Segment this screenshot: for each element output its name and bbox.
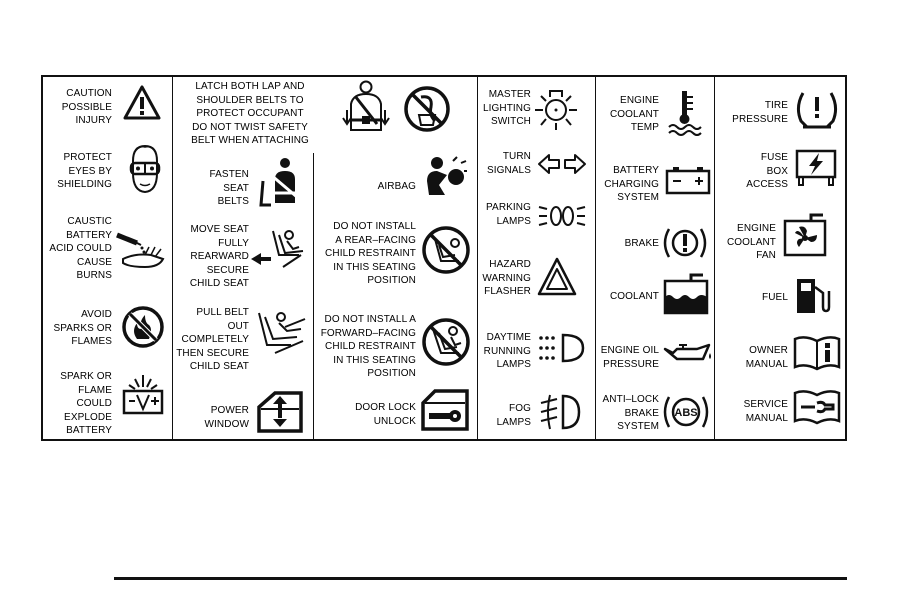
label-battery-charging: BATTERY CHARGING SYSTEM [604,165,659,203]
parking-lamps-icon [537,199,587,233]
battery-icon [665,165,711,195]
belt-latch-icon [341,80,391,136]
label-owner-manual: OWNER MANUAL [745,345,788,370]
power-window-icon [257,391,303,433]
label-power-window: POWER WINDOW [204,405,249,430]
turn-arrows-icon [537,152,587,176]
oil-can-icon [663,341,713,365]
face-goggles-icon [125,143,165,195]
label-pull-belt: PULL BELT OUT COMPLETELY THEN SECURE CHILD SEAT [176,307,249,372]
label-no-rear-facing: DO NOT INSTALL A REAR–FACING CHILD RESTRAINT IN THIS SEATING POSITION [325,221,416,286]
label-parking-lamps: PARKING LAMPS [486,202,531,227]
fog-lamp-icon [537,393,583,431]
label-fog-lamps: FOG LAMPS [496,403,531,428]
label-caution: CAUTION POSSIBLE INJURY [61,88,112,126]
abs-icon [661,393,711,431]
coolant-tank-icon [663,273,709,315]
label-hazard-flasher: HAZARD WARNING FLASHER [482,259,531,297]
label-avoid-sparks: AVOID SPARKS OR FLAMES [53,309,112,347]
label-spark-explode: SPARK OR FLAME COULD EXPLODE BATTERY [60,371,112,436]
no-flames-icon [121,305,165,349]
symbol-chart [41,75,847,441]
tire-pressure-icon [793,87,841,131]
owner-manual-icon [793,335,841,371]
divider-2 [313,153,314,439]
label-no-forward-facing: DO NOT INSTALL A FORWARD–FACING CHILD RESTRAINT IN THIS SEATING POSITION [320,314,416,379]
label-turn-signals: TURN SIGNALS [486,151,531,176]
door-lock-icon [421,389,469,431]
label-move-seat: MOVE SEAT FULLY REARWARD SECURE CHILD SEAT [189,224,249,289]
label-coolant-temp: ENGINE COOLANT TEMP [609,95,659,133]
pull-belt-icon [255,309,309,355]
label-caustic: CAUSTIC BATTERY ACID COULD CAUSE BURNS [49,216,112,281]
label-oil-pressure: ENGINE OIL PRESSURE [600,345,659,370]
fuse-box-icon [793,147,839,187]
move-seat-rear-icon [249,225,307,271]
footer-rule [114,577,847,580]
fuel-pump-icon [793,277,831,315]
daytime-lamp-icon [537,332,587,364]
abs-glyph-text: ABS [674,407,698,419]
no-twist-icon [403,85,451,133]
label-master-lighting: MASTER LIGHTING SWITCH [482,89,531,127]
airbag-icon [423,155,467,199]
acid-hand-icon [115,229,167,269]
service-manual-icon [793,389,841,425]
label-fuse-box: FUSE BOX ACCESS [746,152,788,190]
no-forward-facing-icon [421,317,471,367]
label-door-lock: DOOR LOCK UNLOCK [355,402,416,427]
label-brake: BRAKE [624,238,659,249]
brake-icon [661,225,709,261]
no-rear-facing-icon [421,225,471,275]
label-fasten-belts: FASTEN SEAT BELTS [209,169,249,207]
label-airbag: AIRBAG [377,181,416,192]
label-tire-pressure: TIRE PRESSURE [732,100,788,125]
label-protect-eyes: PROTECT EYES BY SHIELDING [57,152,112,190]
label-coolant: COOLANT [609,291,659,302]
label-service-manual: SERVICE MANUAL [743,399,788,424]
label-fuel: FUEL [762,292,788,303]
label-coolant-fan: ENGINE COOLANT FAN [726,223,776,261]
warning-triangle-icon [123,85,161,121]
label-anti-lock: ANTI–LOCK BRAKE SYSTEM [602,394,659,432]
lamp-icon [533,85,579,131]
label-daytime-lamps: DAYTIME RUNNING LAMPS [483,332,531,370]
thermometer-icon [665,89,705,135]
battery-explode-icon [121,373,165,417]
hazard-triangle-icon [537,257,577,297]
label-latch-belts: LATCH BOTH LAP AND SHOULDER BELTS TO PROTECT OCCUPANT DO NOT TWIST SAFETY BELT WHEN ATTACHING [191,81,309,146]
seatbelt-icon [257,157,305,207]
fan-icon [781,211,829,257]
